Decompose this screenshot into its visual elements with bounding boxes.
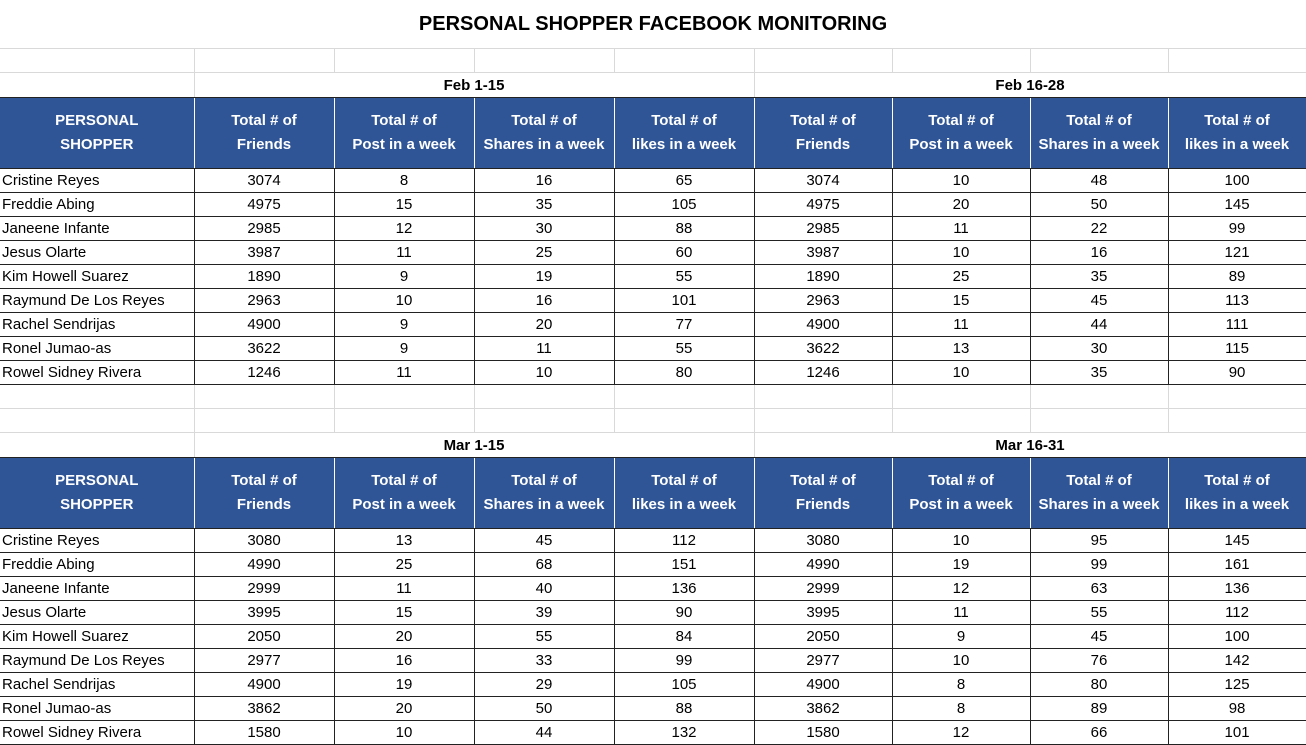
value-cell[interactable]: 35 — [474, 193, 614, 217]
value-cell[interactable]: 40 — [474, 577, 614, 601]
header-personal-shopper — [0, 98, 194, 169]
empty-cell[interactable] — [754, 409, 892, 433]
header-line: Total # of — [651, 472, 717, 489]
value-cell[interactable]: 20 — [892, 193, 1030, 217]
header-line: PERSONAL — [55, 472, 139, 489]
value-cell[interactable]: 65 — [614, 169, 754, 193]
value-cell[interactable]: 2963 — [754, 289, 892, 313]
header-line: likes in a week — [631, 496, 737, 513]
value-cell[interactable]: 77 — [614, 313, 754, 337]
empty-cell[interactable] — [892, 49, 1030, 73]
value-cell[interactable]: 35 — [1030, 265, 1168, 289]
shopper-name-cell[interactable]: Cristine Reyes — [0, 529, 194, 553]
header-cell — [1168, 458, 1306, 529]
value-cell[interactable]: 80 — [1030, 673, 1168, 697]
header-line: Total # of — [511, 112, 577, 129]
table-row — [0, 241, 1306, 265]
table-row — [0, 169, 1306, 193]
value-cell[interactable]: 9 — [334, 337, 474, 361]
table-row — [0, 721, 1306, 745]
shopper-name-cell[interactable]: Janeene Infante — [0, 217, 194, 241]
shopper-name-cell[interactable]: Cristine Reyes — [0, 169, 194, 193]
value-cell[interactable]: 15 — [334, 193, 474, 217]
shopper-name-cell[interactable]: Kim Howell Suarez — [0, 625, 194, 649]
empty-cell[interactable] — [754, 49, 892, 73]
table-row — [0, 553, 1306, 577]
value-cell[interactable]: 1246 — [754, 361, 892, 385]
value-cell[interactable]: 16 — [474, 289, 614, 313]
value-cell[interactable]: 63 — [1030, 577, 1168, 601]
value-cell[interactable]: 2977 — [754, 649, 892, 673]
value-cell[interactable]: 100 — [1168, 169, 1306, 193]
header-line: Shares in a week — [483, 136, 605, 153]
header-cell — [754, 98, 892, 169]
value-cell[interactable]: 55 — [474, 625, 614, 649]
header-line: Total # of — [928, 112, 994, 129]
value-cell[interactable]: 3080 — [194, 529, 334, 553]
value-cell[interactable]: 10 — [892, 649, 1030, 673]
value-cell[interactable]: 4990 — [194, 553, 334, 577]
header-cell — [754, 458, 892, 529]
table-row — [0, 193, 1306, 217]
header-cell — [194, 458, 334, 529]
value-cell[interactable]: 25 — [892, 265, 1030, 289]
empty-cell[interactable] — [474, 385, 614, 409]
value-cell[interactable]: 2050 — [754, 625, 892, 649]
value-cell[interactable]: 113 — [1168, 289, 1306, 313]
value-cell[interactable]: 3995 — [754, 601, 892, 625]
value-cell[interactable]: 1890 — [194, 265, 334, 289]
value-cell[interactable]: 35 — [1030, 361, 1168, 385]
empty-cell[interactable] — [194, 49, 334, 73]
shopper-name-cell[interactable]: Kim Howell Suarez — [0, 265, 194, 289]
value-cell[interactable]: 60 — [614, 241, 754, 265]
header-cell — [614, 458, 754, 529]
value-cell[interactable]: 2050 — [194, 625, 334, 649]
shopper-name-cell[interactable]: Jesus Olarte — [0, 241, 194, 265]
value-cell[interactable]: 145 — [1168, 193, 1306, 217]
value-cell[interactable]: 115 — [1168, 337, 1306, 361]
period-row — [0, 73, 1306, 98]
empty-cell[interactable] — [1168, 409, 1306, 433]
period-row — [0, 433, 1306, 458]
empty-cell[interactable] — [1168, 49, 1306, 73]
value-cell[interactable]: 84 — [614, 625, 754, 649]
value-cell[interactable]: 100 — [1168, 625, 1306, 649]
header-cell — [334, 458, 474, 529]
value-cell[interactable]: 30 — [474, 217, 614, 241]
value-cell[interactable]: 145 — [1168, 529, 1306, 553]
shopper-name-cell[interactable]: Jesus Olarte — [0, 601, 194, 625]
empty-cell[interactable] — [892, 385, 1030, 409]
value-cell[interactable]: 3862 — [194, 697, 334, 721]
value-cell[interactable]: 10 — [334, 289, 474, 313]
value-cell[interactable]: 8 — [892, 673, 1030, 697]
column-header-row — [0, 98, 1306, 169]
value-cell[interactable]: 4900 — [754, 673, 892, 697]
value-cell[interactable]: 99 — [614, 649, 754, 673]
value-cell[interactable]: 11 — [892, 217, 1030, 241]
table-row — [0, 289, 1306, 313]
empty-cell[interactable] — [1030, 409, 1168, 433]
value-cell[interactable]: 161 — [1168, 553, 1306, 577]
value-cell[interactable]: 88 — [614, 217, 754, 241]
value-cell[interactable]: 11 — [334, 361, 474, 385]
value-cell[interactable]: 112 — [1168, 601, 1306, 625]
table-row — [0, 673, 1306, 697]
value-cell[interactable]: 101 — [614, 289, 754, 313]
value-cell[interactable]: 4900 — [194, 313, 334, 337]
shopper-name-cell[interactable]: Ronel Jumao-as — [0, 337, 194, 361]
table-row — [0, 313, 1306, 337]
value-cell[interactable]: 19 — [474, 265, 614, 289]
empty-cell[interactable] — [334, 385, 474, 409]
value-cell[interactable]: 44 — [1030, 313, 1168, 337]
header-line: Friends — [236, 496, 292, 513]
empty-cell[interactable] — [0, 409, 194, 433]
shopper-name-cell[interactable]: Janeene Infante — [0, 577, 194, 601]
value-cell[interactable]: 45 — [1030, 289, 1168, 313]
value-cell[interactable]: 30 — [1030, 337, 1168, 361]
header-cell — [474, 458, 614, 529]
header-line: Shares in a week — [1038, 136, 1160, 153]
spacer-row — [0, 409, 1306, 433]
header-line: likes in a week — [631, 136, 737, 153]
page-title: PERSONAL SHOPPER FACEBOOK MONITORING — [0, 0, 1306, 49]
value-cell[interactable]: 3622 — [754, 337, 892, 361]
value-cell[interactable]: 22 — [1030, 217, 1168, 241]
header-line: Post in a week — [352, 136, 456, 153]
value-cell[interactable]: 10 — [334, 721, 474, 745]
value-cell[interactable]: 16 — [334, 649, 474, 673]
value-cell[interactable]: 90 — [1168, 361, 1306, 385]
value-cell[interactable]: 8 — [334, 169, 474, 193]
value-cell[interactable]: 105 — [614, 193, 754, 217]
value-cell[interactable]: 2999 — [754, 577, 892, 601]
value-cell[interactable]: 76 — [1030, 649, 1168, 673]
header-line: Post in a week — [909, 136, 1013, 153]
value-cell[interactable]: 12 — [334, 217, 474, 241]
value-cell[interactable]: 33 — [474, 649, 614, 673]
empty-cell[interactable] — [334, 49, 474, 73]
value-cell[interactable]: 2963 — [194, 289, 334, 313]
value-cell[interactable]: 1580 — [194, 721, 334, 745]
table-row — [0, 265, 1306, 289]
empty-cell[interactable] — [614, 49, 754, 73]
value-cell[interactable]: 121 — [1168, 241, 1306, 265]
value-cell[interactable]: 2985 — [194, 217, 334, 241]
value-cell[interactable]: 25 — [474, 241, 614, 265]
value-cell[interactable]: 20 — [334, 697, 474, 721]
header-line: Post in a week — [352, 496, 456, 513]
header-line: Total # of — [651, 112, 717, 129]
header-cell — [1030, 98, 1168, 169]
table-row — [0, 217, 1306, 241]
header-line: Total # of — [1204, 112, 1270, 129]
header-line: Post in a week — [909, 496, 1013, 513]
header-line: PERSONAL — [55, 112, 139, 129]
value-cell[interactable]: 12 — [892, 577, 1030, 601]
header-line: Total # of — [231, 472, 297, 489]
empty-cell[interactable] — [334, 409, 474, 433]
value-cell[interactable]: 3987 — [754, 241, 892, 265]
value-cell[interactable]: 4900 — [194, 673, 334, 697]
shopper-name-cell[interactable]: Rachel Sendrijas — [0, 673, 194, 697]
value-cell[interactable]: 1246 — [194, 361, 334, 385]
empty-cell[interactable] — [474, 409, 614, 433]
empty-cell[interactable] — [0, 73, 194, 98]
header-line: Total # of — [1204, 472, 1270, 489]
value-cell[interactable]: 1580 — [754, 721, 892, 745]
empty-cell[interactable] — [614, 385, 754, 409]
value-cell[interactable]: 105 — [614, 673, 754, 697]
header-line: Friends — [236, 136, 292, 153]
header-personal-shopper — [0, 458, 194, 529]
header-line: Total # of — [511, 472, 577, 489]
period-label-right: Feb 16-28 — [754, 73, 1306, 98]
table-row — [0, 601, 1306, 625]
value-cell[interactable]: 10 — [892, 169, 1030, 193]
value-cell[interactable]: 16 — [1030, 241, 1168, 265]
value-cell[interactable]: 44 — [474, 721, 614, 745]
value-cell[interactable]: 55 — [614, 337, 754, 361]
spacer-row — [0, 49, 1306, 73]
value-cell[interactable]: 4990 — [754, 553, 892, 577]
header-cell — [474, 98, 614, 169]
value-cell[interactable]: 2999 — [194, 577, 334, 601]
value-cell[interactable]: 89 — [1030, 697, 1168, 721]
value-cell[interactable]: 55 — [1030, 601, 1168, 625]
value-cell[interactable]: 99 — [1168, 217, 1306, 241]
value-cell[interactable]: 66 — [1030, 721, 1168, 745]
value-cell[interactable]: 3074 — [754, 169, 892, 193]
value-cell[interactable]: 132 — [614, 721, 754, 745]
value-cell[interactable]: 68 — [474, 553, 614, 577]
value-cell[interactable]: 101 — [1168, 721, 1306, 745]
empty-cell[interactable] — [614, 409, 754, 433]
value-cell[interactable]: 98 — [1168, 697, 1306, 721]
value-cell[interactable]: 11 — [474, 337, 614, 361]
shopper-name-cell[interactable]: Raymund De Los Reyes — [0, 649, 194, 673]
value-cell[interactable]: 3862 — [754, 697, 892, 721]
period-label-right: Mar 16-31 — [754, 433, 1306, 458]
period-label-left: Mar 1-15 — [194, 433, 754, 458]
value-cell[interactable]: 19 — [892, 553, 1030, 577]
value-cell[interactable]: 8 — [892, 697, 1030, 721]
value-cell[interactable]: 142 — [1168, 649, 1306, 673]
value-cell[interactable]: 2977 — [194, 649, 334, 673]
shopper-name-cell[interactable]: Freddie Abing — [0, 193, 194, 217]
empty-cell[interactable] — [0, 385, 194, 409]
value-cell[interactable]: 3622 — [194, 337, 334, 361]
shopper-name-cell[interactable]: Rowel Sidney Rivera — [0, 721, 194, 745]
value-cell[interactable]: 39 — [474, 601, 614, 625]
value-cell[interactable]: 11 — [892, 313, 1030, 337]
value-cell[interactable]: 4900 — [754, 313, 892, 337]
empty-cell[interactable] — [1030, 49, 1168, 73]
period-label-left: Feb 1-15 — [194, 73, 754, 98]
header-line: Total # of — [371, 472, 437, 489]
value-cell[interactable]: 4975 — [754, 193, 892, 217]
value-cell[interactable]: 10 — [474, 361, 614, 385]
value-cell[interactable]: 88 — [614, 697, 754, 721]
header-line: Shares in a week — [1038, 496, 1160, 513]
header-line: Total # of — [928, 472, 994, 489]
header-cell — [892, 458, 1030, 529]
header-line: Total # of — [790, 472, 856, 489]
value-cell[interactable]: 111 — [1168, 313, 1306, 337]
value-cell[interactable]: 13 — [334, 529, 474, 553]
value-cell[interactable]: 48 — [1030, 169, 1168, 193]
value-cell[interactable]: 136 — [1168, 577, 1306, 601]
table-row — [0, 697, 1306, 721]
value-cell[interactable]: 20 — [474, 313, 614, 337]
value-cell[interactable]: 55 — [614, 265, 754, 289]
shopper-name-cell[interactable]: Ronel Jumao-as — [0, 697, 194, 721]
header-line: Total # of — [371, 112, 437, 129]
empty-cell[interactable] — [754, 385, 892, 409]
header-line: Shares in a week — [483, 496, 605, 513]
value-cell[interactable]: 11 — [334, 577, 474, 601]
value-cell[interactable]: 25 — [334, 553, 474, 577]
value-cell[interactable]: 45 — [1030, 625, 1168, 649]
value-cell[interactable]: 29 — [474, 673, 614, 697]
empty-cell[interactable] — [0, 433, 194, 458]
value-cell[interactable]: 16 — [474, 169, 614, 193]
value-cell[interactable]: 15 — [892, 289, 1030, 313]
empty-cell[interactable] — [194, 385, 334, 409]
value-cell[interactable]: 11 — [334, 241, 474, 265]
header-cell — [892, 98, 1030, 169]
column-header-row — [0, 458, 1306, 529]
value-cell[interactable]: 3080 — [754, 529, 892, 553]
value-cell[interactable]: 9 — [334, 265, 474, 289]
shopper-name-cell[interactable]: Rachel Sendrijas — [0, 313, 194, 337]
empty-cell[interactable] — [194, 409, 334, 433]
value-cell[interactable]: 45 — [474, 529, 614, 553]
table-row — [0, 361, 1306, 385]
header-line: Friends — [795, 496, 851, 513]
value-cell[interactable]: 15 — [334, 601, 474, 625]
table-row — [0, 625, 1306, 649]
value-cell[interactable]: 3995 — [194, 601, 334, 625]
empty-cell[interactable] — [1030, 385, 1168, 409]
value-cell[interactable]: 3074 — [194, 169, 334, 193]
table-row — [0, 529, 1306, 553]
value-cell[interactable]: 89 — [1168, 265, 1306, 289]
value-cell[interactable]: 136 — [614, 577, 754, 601]
header-line: Friends — [795, 136, 851, 153]
value-cell[interactable]: 12 — [892, 721, 1030, 745]
value-cell[interactable]: 125 — [1168, 673, 1306, 697]
value-cell[interactable]: 10 — [892, 529, 1030, 553]
value-cell[interactable]: 4975 — [194, 193, 334, 217]
value-cell[interactable]: 3987 — [194, 241, 334, 265]
header-line: Total # of — [1066, 112, 1132, 129]
header-line: Total # of — [790, 112, 856, 129]
value-cell[interactable]: 50 — [1030, 193, 1168, 217]
table-row — [0, 649, 1306, 673]
table-row — [0, 577, 1306, 601]
shopper-name-cell[interactable]: Raymund De Los Reyes — [0, 289, 194, 313]
header-cell — [1168, 98, 1306, 169]
header-line: SHOPPER — [60, 136, 134, 153]
value-cell[interactable]: 112 — [614, 529, 754, 553]
value-cell[interactable]: 99 — [1030, 553, 1168, 577]
value-cell[interactable]: 50 — [474, 697, 614, 721]
value-cell[interactable]: 2985 — [754, 217, 892, 241]
header-cell — [614, 98, 754, 169]
empty-cell[interactable] — [474, 49, 614, 73]
empty-cell[interactable] — [892, 409, 1030, 433]
value-cell[interactable]: 95 — [1030, 529, 1168, 553]
value-cell[interactable]: 1890 — [754, 265, 892, 289]
value-cell[interactable]: 10 — [892, 241, 1030, 265]
value-cell[interactable]: 13 — [892, 337, 1030, 361]
value-cell[interactable]: 80 — [614, 361, 754, 385]
value-cell[interactable]: 20 — [334, 625, 474, 649]
empty-cell[interactable] — [1168, 385, 1306, 409]
value-cell[interactable]: 9 — [892, 625, 1030, 649]
header-cell — [334, 98, 474, 169]
header-line: Total # of — [231, 112, 297, 129]
header-line: likes in a week — [1184, 496, 1290, 513]
value-cell[interactable]: 11 — [892, 601, 1030, 625]
header-line: SHOPPER — [60, 496, 134, 513]
header-cell — [1030, 458, 1168, 529]
shopper-name-cell[interactable]: Rowel Sidney Rivera — [0, 361, 194, 385]
value-cell[interactable]: 10 — [892, 361, 1030, 385]
empty-cell[interactable] — [0, 49, 194, 73]
value-cell[interactable]: 9 — [334, 313, 474, 337]
value-cell[interactable]: 151 — [614, 553, 754, 577]
spacer-row — [0, 385, 1306, 409]
table-row — [0, 337, 1306, 361]
value-cell[interactable]: 90 — [614, 601, 754, 625]
header-cell — [194, 98, 334, 169]
header-line: likes in a week — [1184, 136, 1290, 153]
shopper-name-cell[interactable]: Freddie Abing — [0, 553, 194, 577]
value-cell[interactable]: 19 — [334, 673, 474, 697]
header-line: Total # of — [1066, 472, 1132, 489]
